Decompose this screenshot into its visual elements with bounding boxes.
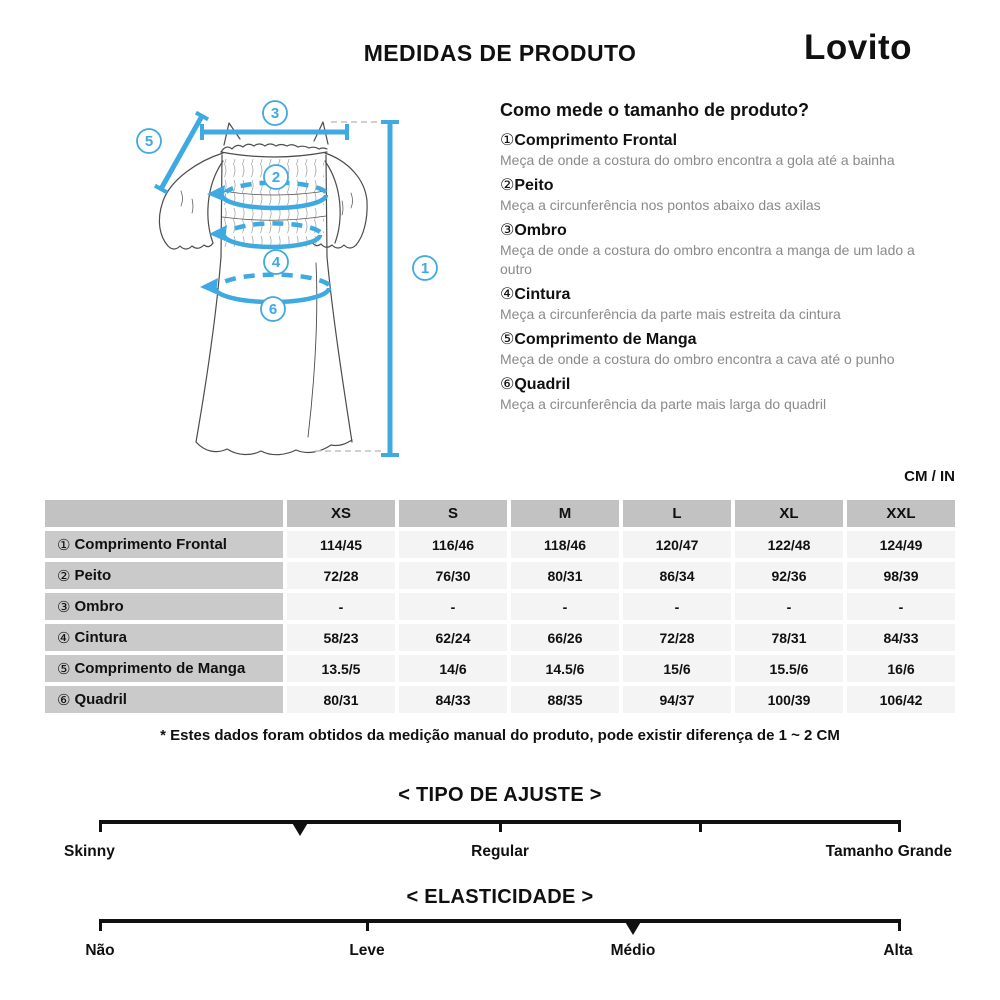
size-column-header: XXL <box>847 500 955 527</box>
page-title: MEDIDAS DE PRODUTO <box>363 40 637 66</box>
size-cell: 118/46 <box>511 531 619 558</box>
guide-item-label: ⑥Quadril <box>500 376 571 393</box>
table-footnote: * Estes dados foram obtidos da medição manual do produto, pode existir diferença de 1 ~ 2 CM <box>160 727 840 744</box>
elasticity-scale-tick <box>898 919 901 931</box>
guide-item-desc: Meça de onde a costura do ombro encontra a manga de um lado a outro <box>500 242 915 277</box>
size-table-corner <box>45 500 283 527</box>
size-column-header: M <box>511 500 619 527</box>
size-cell: 106/42 <box>847 686 955 713</box>
dress-outline <box>159 122 367 455</box>
marker-5: 5 <box>144 133 154 150</box>
fit-label-skinny: Skinny <box>64 843 115 860</box>
size-row-label <box>45 562 283 589</box>
fit-scale-tick <box>499 820 502 832</box>
size-cell: 88/35 <box>511 686 619 713</box>
guide-item-desc: Meça a circunferência da parte mais larga do quadril <box>500 396 827 412</box>
row-label-number: ② <box>57 567 71 585</box>
guide-item <box>500 175 940 215</box>
guide-item-number: ④ <box>500 286 515 303</box>
fit-marker <box>291 821 309 836</box>
size-cell: 116/46 <box>399 531 507 558</box>
size-row-label <box>45 624 283 651</box>
leader-lines <box>315 122 385 451</box>
size-cell: 114/45 <box>287 531 395 558</box>
row-label-text: Ombro <box>74 598 124 615</box>
size-cell: - <box>399 593 507 620</box>
size-cell: 100/39 <box>735 686 843 713</box>
elasticity-marker <box>624 920 642 935</box>
fit-label-regular: Regular <box>471 843 529 860</box>
measure-arrows <box>200 185 227 294</box>
elasticity-label-leve: Leve <box>349 942 385 959</box>
size-cell: 72/28 <box>623 624 731 651</box>
size-cell: 72/28 <box>287 562 395 589</box>
size-cell: 80/31 <box>511 562 619 589</box>
size-cell: 76/30 <box>399 562 507 589</box>
row-label-number: ⑤ <box>57 660 71 678</box>
guide-item-number: ⑤ <box>500 331 515 348</box>
size-cell: 16/6 <box>847 655 955 682</box>
size-row-label <box>45 686 283 713</box>
dress-illustration <box>95 95 475 480</box>
size-cell: 14.5/6 <box>511 655 619 682</box>
size-cell: 66/26 <box>511 624 619 651</box>
size-row-label <box>45 593 283 620</box>
guide-item-label: ④Cintura <box>500 286 571 303</box>
guide-item <box>500 220 940 279</box>
size-cell: - <box>511 593 619 620</box>
guide-item-desc: Meça a circunferência da parte mais estreita da cintura <box>500 306 841 322</box>
brand-logo: Lovito <box>804 28 912 67</box>
size-cell: 15.5/6 <box>735 655 843 682</box>
guide-item <box>500 374 940 414</box>
guide-item-number: ③ <box>500 222 515 239</box>
guide-item-number: ② <box>500 177 515 194</box>
size-cell: 92/36 <box>735 562 843 589</box>
row-label-text: Comprimento Frontal <box>74 536 227 553</box>
size-cell: 14/6 <box>399 655 507 682</box>
size-cell: 13.5/5 <box>287 655 395 682</box>
size-cell: 58/23 <box>287 624 395 651</box>
size-cell: 62/24 <box>399 624 507 651</box>
size-cell: 124/49 <box>847 531 955 558</box>
marker-3: 3 <box>270 105 280 122</box>
size-cell: 120/47 <box>623 531 731 558</box>
guide-item <box>500 284 940 324</box>
size-row-label <box>45 531 283 558</box>
fit-scale-tick <box>99 820 102 832</box>
size-cell: 78/31 <box>735 624 843 651</box>
fit-scale-title: < TIPO DE AJUSTE > <box>398 784 602 806</box>
size-column-header: L <box>623 500 731 527</box>
units-label: CM / IN <box>904 468 955 485</box>
fit-label-tamanho-grande: Tamanho Grande <box>825 843 952 860</box>
fit-scale-tick <box>898 820 901 832</box>
guide-item-number: ⑥ <box>500 376 515 393</box>
guide-item-number: ① <box>500 132 515 149</box>
fit-scale-tick <box>699 820 702 832</box>
row-label-number: ④ <box>57 629 71 647</box>
size-column-header: XS <box>287 500 395 527</box>
elasticity-scale-title: < ELASTICIDADE > <box>406 886 594 908</box>
elasticity-label-nao: Não <box>85 942 115 959</box>
guide-item-label: ①Comprimento Frontal <box>500 132 678 149</box>
row-label-number: ⑥ <box>57 691 71 709</box>
guide-heading: Como mede o tamanho de produto? <box>500 100 809 120</box>
marker-1: 1 <box>420 260 430 277</box>
guide-item-desc: Meça de onde a costura do ombro encontra a gola até a bainha <box>500 152 895 168</box>
guide-item <box>500 130 940 170</box>
elasticity-scale-tick <box>99 919 102 931</box>
marker-2: 2 <box>271 169 281 186</box>
guide-item-desc: Meça de onde a costura do ombro encontra a cava até o punho <box>500 351 895 367</box>
row-label-text: Cintura <box>74 629 127 646</box>
row-label-number: ① <box>57 536 71 554</box>
size-cell: 86/34 <box>623 562 731 589</box>
row-label-number: ③ <box>57 598 71 616</box>
guide-item-label: ②Peito <box>500 177 554 194</box>
marker-4: 4 <box>271 254 281 271</box>
elasticity-label-alta: Alta <box>883 942 913 959</box>
measurement-guide <box>500 100 940 414</box>
size-cell: 94/37 <box>623 686 731 713</box>
elasticity-scale-tick <box>366 919 369 931</box>
size-cell: - <box>847 593 955 620</box>
row-label-text: Quadril <box>74 691 127 708</box>
size-row-label <box>45 655 283 682</box>
guide-item-label: ③Ombro <box>500 222 567 239</box>
guide-item-desc: Meça a circunferência nos pontos abaixo das axilas <box>500 197 821 213</box>
size-column-header: S <box>399 500 507 527</box>
size-cell: 80/31 <box>287 686 395 713</box>
size-cell: - <box>287 593 395 620</box>
size-column-header: XL <box>735 500 843 527</box>
size-cell: 84/33 <box>847 624 955 651</box>
row-label-text: Comprimento de Manga <box>74 660 246 677</box>
size-cell: 122/48 <box>735 531 843 558</box>
size-cell: - <box>623 593 731 620</box>
size-cell: 98/39 <box>847 562 955 589</box>
marker-6: 6 <box>268 301 278 318</box>
row-label-text: Peito <box>74 567 112 584</box>
size-cell: 15/6 <box>623 655 731 682</box>
guide-item <box>500 329 940 369</box>
guide-item-label: ⑤Comprimento de Manga <box>500 331 697 348</box>
elasticity-label-medio: Médio <box>610 942 656 959</box>
size-cell: 84/33 <box>399 686 507 713</box>
size-table <box>45 500 955 713</box>
elasticity-scale-line <box>100 919 900 923</box>
size-cell: - <box>735 593 843 620</box>
